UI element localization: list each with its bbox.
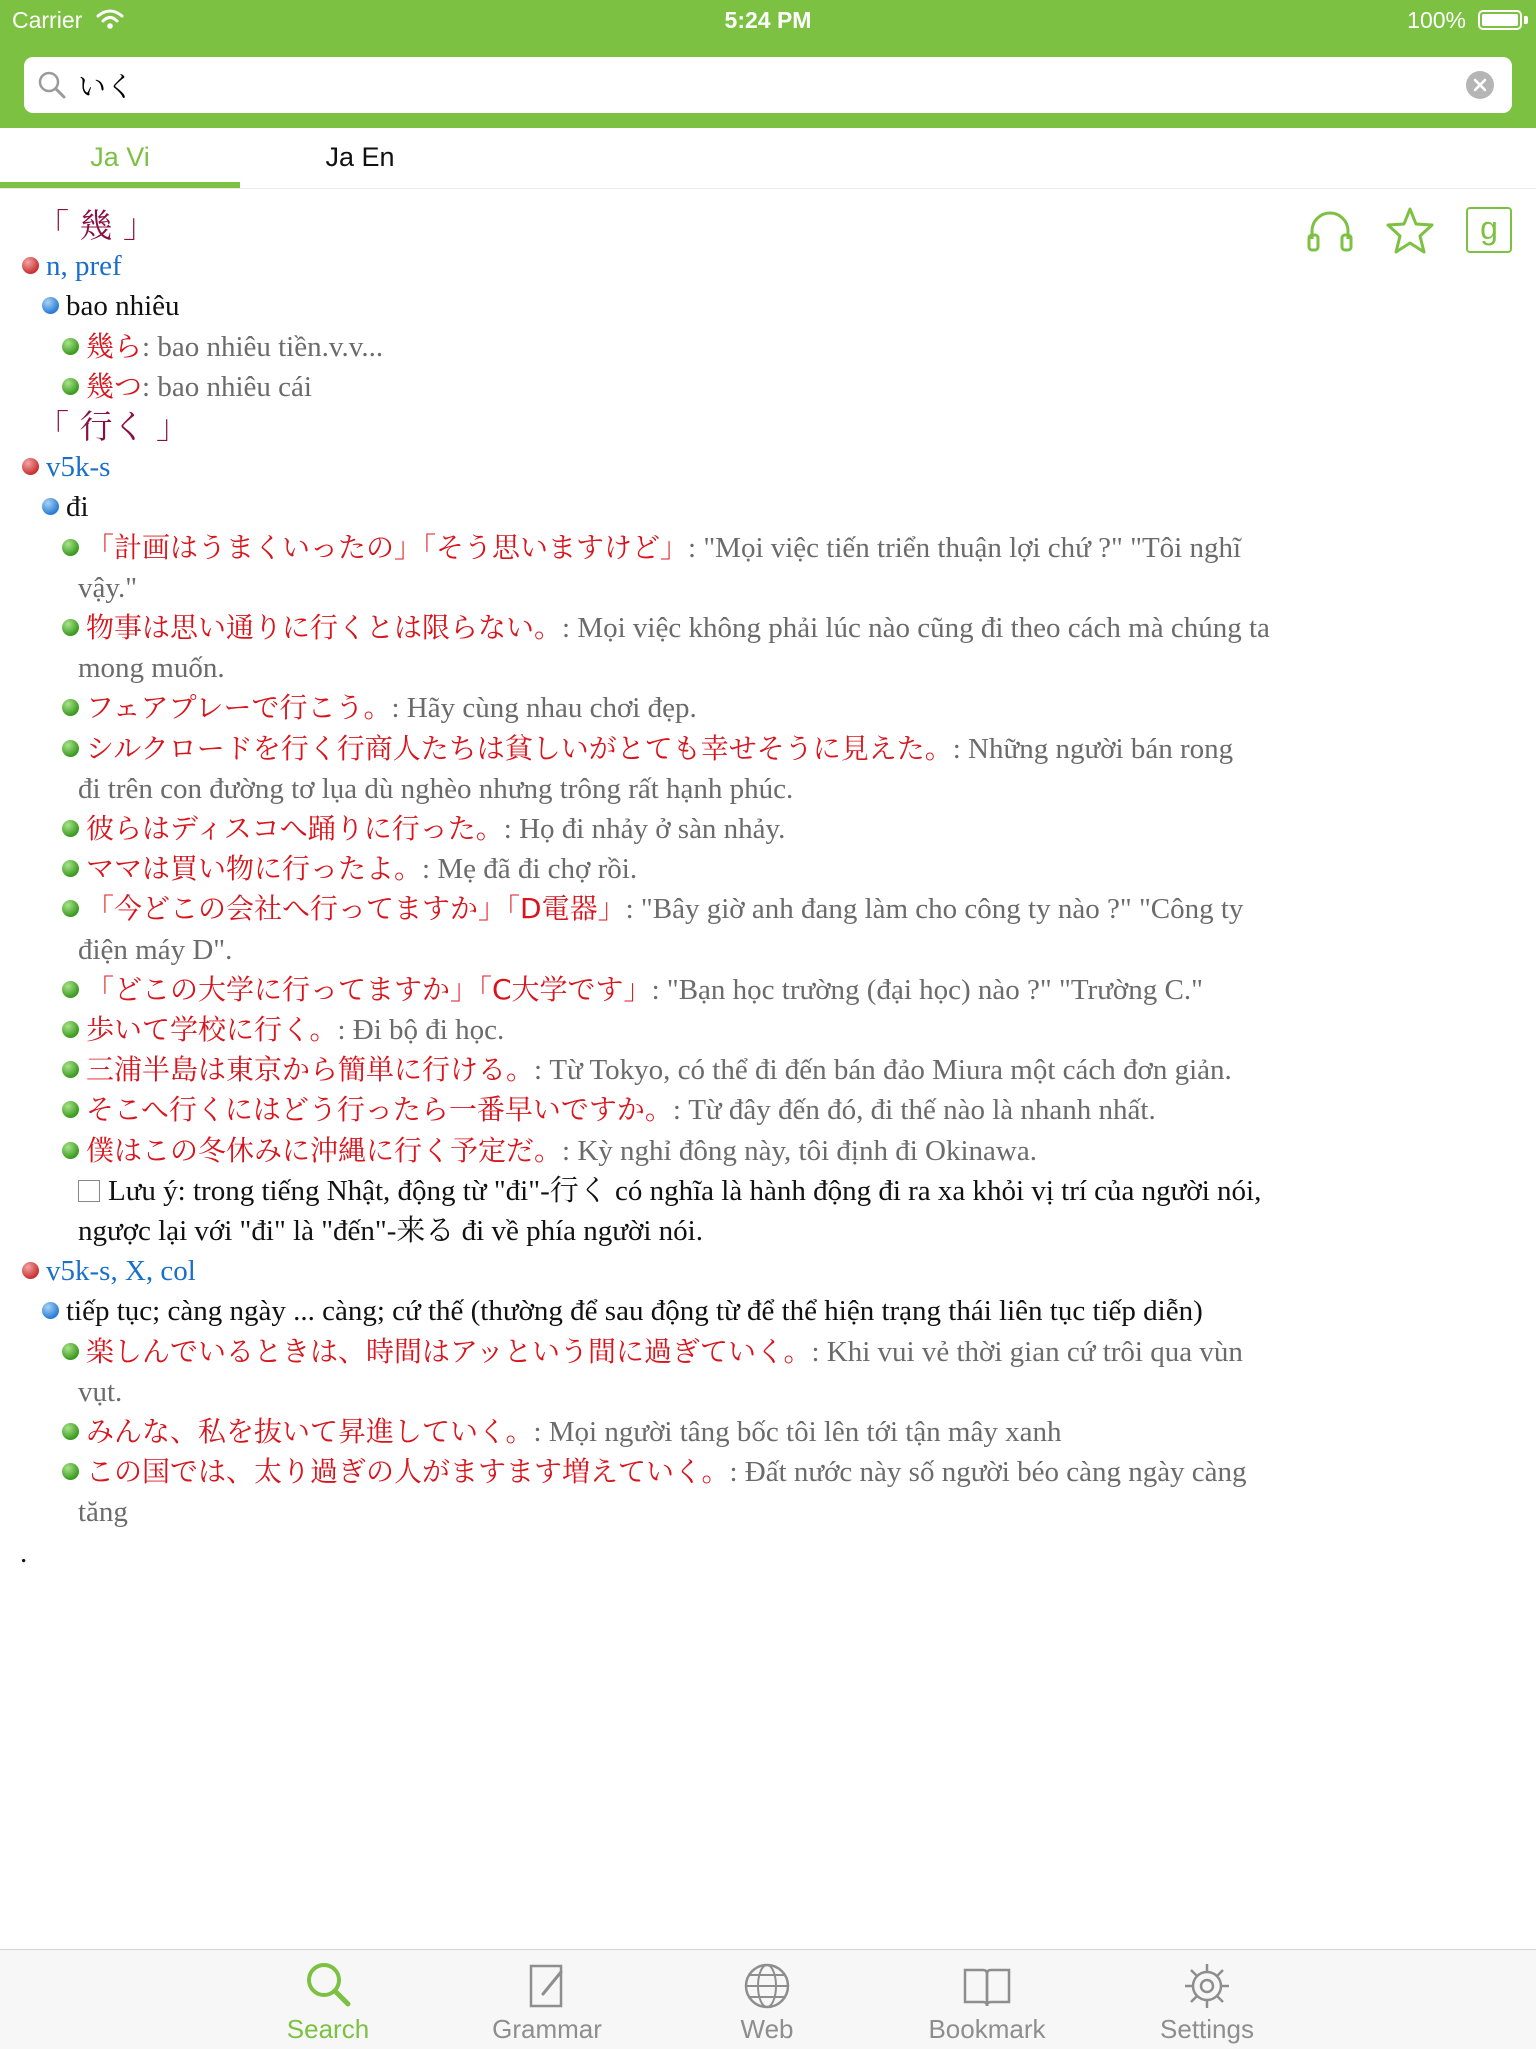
meaning-text: bao nhiêu: [66, 290, 180, 323]
bullet-green-icon: [62, 1101, 79, 1118]
example-japanese: 幾ら: [86, 329, 143, 363]
example-translation: : Khi vui vẻ thời gian cứ trôi qua vùn: [811, 1335, 1243, 1368]
carrier-label: Carrier: [12, 7, 83, 33]
example-continuation: [78, 1492, 128, 1532]
example-continuation: [78, 769, 793, 809]
bullet-green-icon: [62, 900, 79, 917]
example-translation: : Mẹ đã đi chợ rồi.: [422, 853, 638, 886]
search-icon: [36, 69, 68, 101]
bullet-green-icon: [62, 740, 79, 757]
example-continuation: [78, 568, 137, 608]
example-translation-cont: mong muốn.: [78, 652, 225, 685]
google-translate-icon[interactable]: g: [1466, 207, 1512, 253]
example-translation: : bao nhiêu cái: [142, 370, 312, 403]
star-icon[interactable]: [1384, 205, 1436, 257]
clear-search-icon[interactable]: [1466, 71, 1494, 99]
example: [62, 367, 312, 407]
headword-text: 「 行く 」: [36, 407, 189, 446]
example: [62, 1452, 1247, 1492]
example-translation-cont: vụt.: [78, 1375, 123, 1408]
example: [62, 1332, 1243, 1372]
tab-bookmark[interactable]: [912, 1950, 1062, 2049]
example-translation: : Đi bộ đi học.: [337, 1014, 505, 1046]
bullet-blue-icon: [42, 498, 59, 515]
part-of-speech-text: v5k-s, X, col: [46, 1255, 196, 1288]
example-japanese: 三浦半島は東京から簡単に行ける。: [86, 1053, 535, 1087]
example-translation-cont: vậy.": [78, 571, 138, 604]
bullet-green-icon: [62, 539, 79, 556]
part-of-speech-text: v5k-s: [46, 451, 111, 484]
example-translation: : "Mọi việc tiến triển thuận lợi chứ ?" "Tôi nghĩ: [688, 531, 1242, 564]
meaning-text: đi: [66, 491, 89, 524]
example-japanese: フェアプレーで行こう。: [86, 691, 392, 725]
headword: [36, 407, 189, 447]
part-of-speech-text: n, pref: [46, 250, 122, 283]
tab-search[interactable]: [253, 1950, 403, 2049]
headphones-icon[interactable]: [1304, 205, 1356, 257]
example: [62, 688, 697, 728]
example-translation: : Mọi việc không phải lúc nào cũng đi theo cách mà chúng ta: [562, 612, 1270, 644]
bullet-green-icon: [62, 1061, 79, 1078]
example-translation: : "Bây giờ anh đang làm cho công ty nào ?" "Công ty: [625, 893, 1244, 926]
bullet-green-icon: [62, 1142, 79, 1159]
bullet-green-icon: [62, 378, 79, 395]
bullet-green-icon: [62, 1423, 79, 1440]
search-input[interactable]: [78, 63, 1438, 107]
status-time: 5:24 PM: [724, 7, 812, 33]
book-icon: [961, 1960, 1013, 2012]
note-checkbox-icon: [78, 1180, 100, 1202]
example-japanese: そこへ行くにはどう行ったら一番早いですか。: [86, 1093, 673, 1127]
example-japanese: 「計画はうまくいったの」「そう思いますけど」: [86, 530, 689, 564]
search-bar[interactable]: [24, 57, 1512, 113]
battery-percent: 100%: [1407, 7, 1466, 33]
dictionary-tabs: [0, 128, 1536, 189]
example: [62, 849, 637, 889]
tab-bookmark-label: Bookmark: [928, 2014, 1046, 2044]
bullet-red-icon: [22, 458, 39, 475]
example-translation-cont: đi trên con đường tơ lụa dù nghèo nhưng trông rất hạnh phúc.: [78, 772, 794, 805]
example-japanese: 楽しんでいるときは、時間はアッという間に過ぎていく。: [86, 1334, 812, 1368]
example: [62, 970, 1203, 1010]
headword-text: 「 幾 」: [36, 206, 156, 245]
bullet-green-icon: [62, 1021, 79, 1038]
part-of-speech: [22, 1251, 196, 1291]
example-japanese: 幾つ: [86, 369, 143, 403]
example-translation-cont: tăng: [78, 1496, 128, 1529]
example: [62, 1010, 504, 1050]
bullet-green-icon: [62, 860, 79, 877]
example-translation: : Hãy cùng nhau chơi đẹp.: [391, 692, 697, 725]
example-japanese: 歩いて学校に行く。: [86, 1013, 338, 1046]
app-header: [0, 0, 1536, 128]
bullet-green-icon: [62, 338, 79, 355]
example-japanese: みんな、私を抜いて昇進していく。: [86, 1415, 534, 1448]
example-translation: : Những người bán rong: [952, 732, 1234, 765]
example: [62, 1131, 1037, 1171]
part-of-speech: [22, 447, 110, 487]
bullet-blue-icon: [42, 1302, 59, 1319]
example-translation: : Họ đi nhảy ở sàn nhảy.: [503, 813, 786, 845]
example: [62, 889, 1243, 929]
meaning: [42, 286, 180, 326]
example-translation: : Từ đây đến đó, đi thế nào là nhanh nhất.: [672, 1094, 1156, 1127]
example-japanese: ママは買い物に行ったよ。: [86, 852, 423, 886]
example: [62, 327, 383, 367]
example-translation: : "Bạn học trường (đại học) nào ?" "Trường C.": [651, 973, 1203, 1006]
example: [62, 1050, 1232, 1090]
meaning: [42, 487, 89, 527]
example: [62, 1090, 1156, 1130]
example-translation: : Đất nước này số người béo càng ngày càng: [729, 1456, 1247, 1489]
bullet-red-icon: [22, 257, 39, 274]
example-continuation: [78, 930, 232, 970]
example: [62, 809, 785, 849]
bullet-green-icon: [62, 981, 79, 998]
example: [62, 608, 1270, 648]
example-japanese: シルクロードを行く行商人たちは貧しいがとても幸せそうに見えた。: [86, 731, 953, 765]
example-japanese: 僕はこの冬休みに沖縄に行く予定だ。: [86, 1133, 563, 1167]
tab-settings[interactable]: [1132, 1950, 1282, 2049]
headword: [36, 206, 156, 246]
example-translation: : Kỳ nghỉ đông này, tôi định đi Okinawa.: [562, 1134, 1037, 1167]
example-japanese: 物事は思い通りに行くとは限らない。: [86, 611, 563, 644]
example-japanese: 「どこの大学に行ってますか」「C大学です」: [86, 972, 652, 1006]
example-translation: : Mọi người tâng bốc tôi lên tới tận mây xanh: [533, 1416, 1062, 1448]
usage-note: [78, 1171, 1261, 1211]
bullet-red-icon: [22, 1262, 39, 1279]
end-marker: [20, 1533, 27, 1573]
bullet-green-icon: [62, 1343, 79, 1360]
usage-note-text-cont: ngược lại với "đi" là "đến"-来る đi về phía người nói.: [78, 1215, 703, 1247]
status-bar: [0, 0, 1536, 40]
part-of-speech: [22, 246, 122, 286]
tab-search-label: Search: [286, 2014, 370, 2044]
tab-web-label: Web: [740, 2014, 794, 2044]
usage-note-text: Lưu ý: trong tiếng Nhật, động từ "đi"-行く có nghĩa là hành động đi ra xa khỏi vị trí của người nói,: [108, 1174, 1262, 1207]
bullet-green-icon: [62, 699, 79, 716]
end-marker-text: .: [20, 1536, 28, 1569]
pencil-note-icon: [521, 1960, 573, 2012]
example-translation-cont: điện máy D".: [78, 933, 233, 966]
bullet-green-icon: [62, 619, 79, 636]
example-japanese: この国では、太り過ぎの人がますます増えていく。: [86, 1455, 730, 1489]
tab-grammar[interactable]: [472, 1950, 622, 2049]
tab-settings-label: Settings: [1160, 2014, 1254, 2044]
bullet-green-icon: [62, 820, 79, 837]
tab-web[interactable]: [692, 1950, 842, 2049]
example-continuation: [78, 648, 225, 688]
example-continuation: [78, 1372, 122, 1412]
usage-note-continuation: [78, 1211, 703, 1251]
gear-icon: [1181, 1960, 1233, 2012]
bullet-blue-icon: [42, 297, 59, 314]
meaning: [42, 1291, 1203, 1331]
example: [62, 528, 1241, 568]
example: [62, 729, 1233, 769]
tab-ja-en[interactable]: Ja En: [325, 142, 395, 172]
globe-icon: [741, 1960, 793, 2012]
magnifier-icon: [302, 1960, 354, 2012]
bottom-tab-bar: [0, 1949, 1536, 2049]
example-japanese: 彼らはディスコへ踊りに行った。: [86, 812, 504, 845]
example-translation: : bao nhiêu tiền.v.v...: [142, 330, 384, 363]
example: [62, 1412, 1062, 1452]
example-japanese: 「今どこの会社へ行ってますか」「D電器」: [86, 892, 626, 926]
bullet-green-icon: [62, 1463, 79, 1480]
example-translation: : Từ Tokyo, có thể đi đến bán đảo Miura một cách đơn giản.: [534, 1054, 1232, 1087]
meaning-text: tiếp tục; càng ngày ... càng; cứ thế (thường để sau động từ để thể hiện trạng thái liên tục tiếp diễn): [66, 1295, 1203, 1328]
tab-grammar-label: Grammar: [492, 2014, 602, 2044]
battery-icon: [1478, 10, 1522, 30]
tab-ja-vi[interactable]: Ja Vi: [0, 128, 240, 188]
